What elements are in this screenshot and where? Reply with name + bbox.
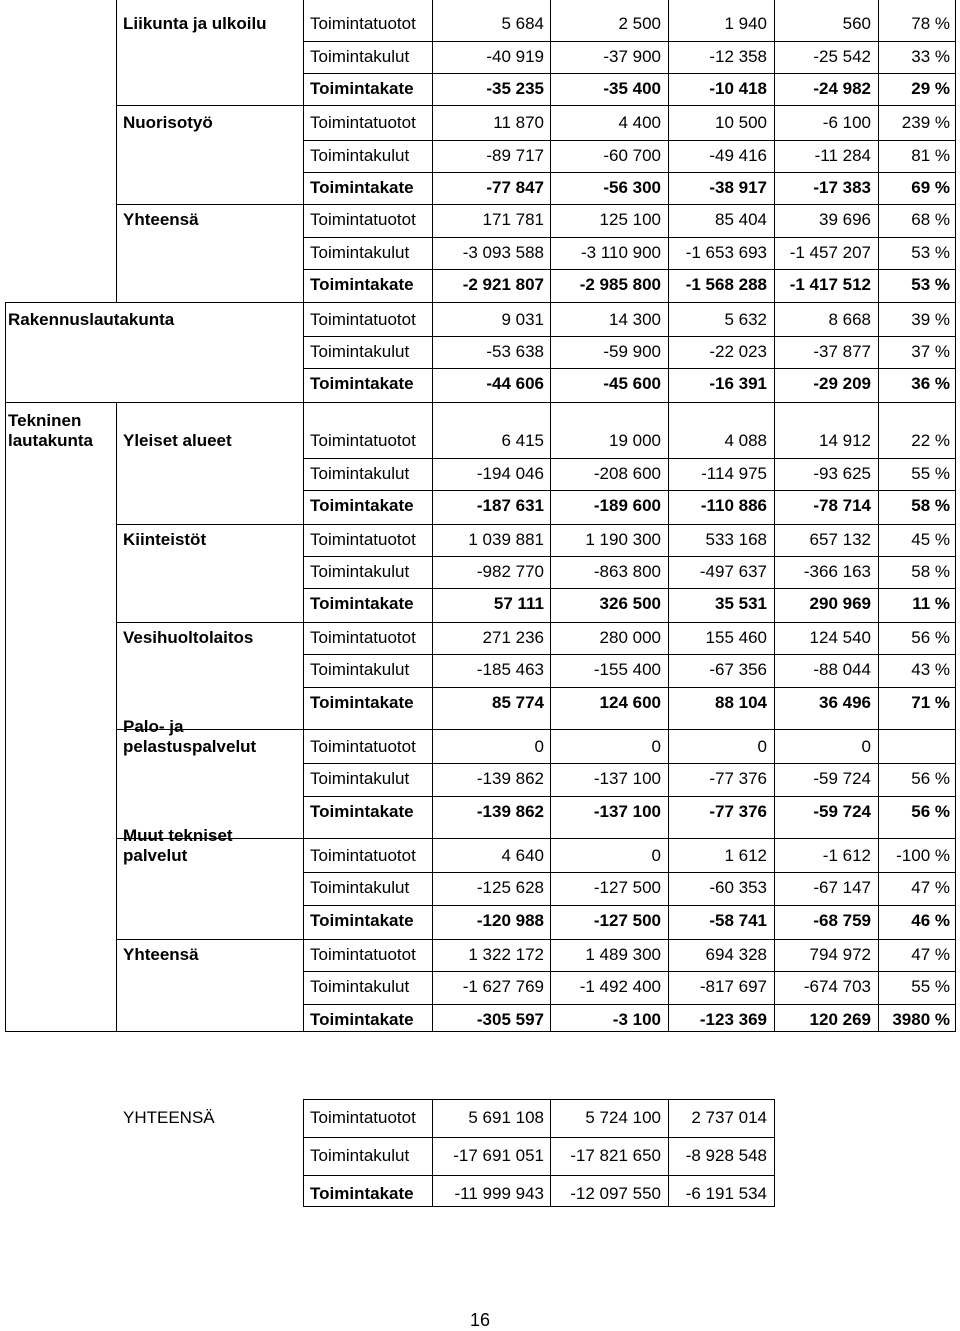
row-label: Toimintakate [310,911,414,930]
cell-value: 55 % [911,977,950,996]
cell-value: 694 328 [705,945,767,964]
row-label: Toimintakulut [310,342,410,361]
cell-value: -1 653 693 [685,243,767,262]
rule [303,0,304,1032]
rule [303,336,956,337]
cell-value: 56 % [911,802,950,821]
rule [303,368,956,369]
cell-value: 53 % [911,243,950,262]
group-label: Palo- ja pelastuspalvelut [123,717,257,756]
cell-value: -53 638 [486,342,544,361]
cell-value: 19 000 [609,431,661,450]
row-label: Toimintatuotot [310,1108,416,1127]
cell-value: 326 500 [599,594,661,613]
cell-value: 1 940 [724,14,767,33]
cell-value: -1 612 [822,846,871,865]
group-label: Nuorisotyö [123,113,213,132]
cell-value: 36 496 [819,693,871,712]
row-label: Toimintakate [310,1184,414,1203]
cell-value: -35 235 [486,79,544,98]
cell-value: 56 % [911,628,950,647]
cell-value: 47 % [911,878,950,897]
cell-value: -45 600 [603,374,661,393]
row-label: Toimintakulut [310,878,410,897]
row-label: Toimintakulut [310,464,410,483]
cell-value: -1 417 512 [789,275,871,294]
cell-value: -25 542 [813,47,871,66]
cell-value: 0 [651,737,661,756]
cell-value: -6 100 [822,113,871,132]
cell-value: -38 917 [709,178,767,197]
group-label: Yhteensä [123,945,199,964]
group-label: Kiinteistöt [123,530,207,549]
cell-value: 4 640 [501,846,544,865]
rule [116,402,117,1032]
cell-value: 0 [534,737,544,756]
rule [303,490,956,491]
cell-value: -44 606 [486,374,544,393]
cell-value: -59 724 [813,769,871,788]
row-label: Toimintakate [310,496,414,515]
rule [5,402,956,403]
cell-value: -35 400 [603,79,661,98]
cell-value: -68 759 [813,911,871,930]
cell-value: -88 044 [813,660,871,679]
cell-value: 794 972 [809,945,871,964]
cell-value: 29 % [911,79,950,98]
cell-value: 560 [842,14,871,33]
cell-value: 5 691 108 [468,1108,544,1127]
cell-value: -139 862 [476,802,544,821]
rule [303,763,956,764]
cell-value: -497 637 [699,562,767,581]
cell-value: 71 % [911,693,950,712]
cell-value: -77 376 [709,769,767,788]
rule [303,237,956,238]
cell-value: -123 369 [699,1010,767,1029]
cell-value: 53 % [911,275,950,294]
cell-value: 239 % [901,113,950,132]
rule [774,1099,775,1207]
cell-value: -16 391 [709,374,767,393]
row-label: Toimintakulut [310,146,410,165]
row-label: Toimintatuotot [310,210,416,229]
cell-value: -37 877 [813,342,871,361]
cell-value: 1 322 172 [468,945,544,964]
rule [303,1004,956,1005]
cell-value: -1 568 288 [685,275,767,294]
cell-value: 45 % [911,530,950,549]
cell-value: 3980 % [892,1010,950,1029]
cell-value: -863 800 [593,562,661,581]
cell-value: -93 625 [813,464,871,483]
cell-value: 68 % [911,210,950,229]
cell-value: -8 928 548 [685,1146,767,1165]
cell-value: -100 % [896,846,950,865]
cell-value: 55 % [911,464,950,483]
cell-value: 9 031 [501,310,544,329]
cell-value: 39 % [911,310,950,329]
group-label: Liikunta ja ulkoilu [123,14,267,33]
row-label: Toimintakulut [310,47,410,66]
cell-value: 5 724 100 [585,1108,661,1127]
cell-value: -67 147 [813,878,871,897]
cell-value: -17 691 051 [453,1146,544,1165]
cell-value: 57 111 [493,594,544,613]
group-label: Yhteensä [123,210,199,229]
cell-value: 5 684 [501,14,544,33]
cell-value: 11 % [912,594,950,613]
cell-value: -1 457 207 [789,243,871,262]
cell-value: -2 985 800 [579,275,661,294]
cell-value: 125 100 [599,210,661,229]
cell-value: 14 912 [819,431,871,450]
cell-value: 4 088 [724,431,767,450]
page-number: 16 [469,1310,491,1330]
rule [5,302,956,303]
cell-value: 58 % [911,562,950,581]
rule [303,905,956,906]
cell-value: 280 000 [599,628,661,647]
cell-value: 533 168 [705,530,767,549]
row-label: Toimintakulut [310,977,410,996]
row-label: Toimintakulut [310,243,410,262]
cell-value: -185 463 [476,660,544,679]
cell-value: -137 100 [593,769,661,788]
cell-value: 6 415 [501,431,544,450]
cell-value: -366 163 [803,562,871,581]
group-label: Vesihuoltolaitos [123,628,254,647]
rule [303,73,956,74]
cell-value: 4 400 [618,113,661,132]
row-label: Toimintatuotot [310,431,416,450]
cell-value: -3 110 900 [580,243,661,262]
rule [303,1137,775,1138]
cell-value: 1 489 300 [585,945,661,964]
cell-value: -24 982 [813,79,871,98]
rule [303,654,956,655]
row-label: Toimintakate [310,374,414,393]
cell-value: -37 900 [603,47,661,66]
rule [303,687,956,688]
cell-value: -120 988 [476,911,544,930]
cell-value: 8 668 [828,310,871,329]
cell-value: 10 500 [715,113,767,132]
cell-value: 1 190 300 [585,530,661,549]
cell-value: -187 631 [476,496,544,515]
cell-value: 0 [861,737,871,756]
cell-value: 85 774 [492,693,544,712]
cell-value: -189 600 [593,496,661,515]
cell-value: -17 821 650 [570,1146,661,1165]
cell-value: -155 400 [593,660,661,679]
cell-value: -305 597 [476,1010,544,1029]
cell-value: -208 600 [593,464,661,483]
rule [116,204,956,205]
cell-value: -49 416 [709,146,767,165]
cell-value: -982 770 [476,562,544,581]
row-label: Toimintakulut [310,1146,410,1165]
rule [955,0,956,1032]
rule [303,796,956,797]
group-label: Yleiset alueet [123,431,232,450]
cell-value: 2 500 [618,14,661,33]
cell-value: -11 284 [814,146,871,165]
rule [303,172,956,173]
cell-value: 88 104 [715,693,767,712]
cell-value: 290 969 [809,594,871,613]
cell-value: 85 404 [715,210,767,229]
cell-value: 124 600 [599,693,661,712]
cell-value: -17 383 [813,178,871,197]
cell-value: 11 870 [493,113,544,132]
rule [303,269,956,270]
row-label: Toimintakulut [310,769,410,788]
cell-value: 56 % [911,769,950,788]
cell-value: 0 [651,846,661,865]
row-label: Toimintakate [310,79,414,98]
cell-value: -674 703 [803,977,871,996]
row-label: Toimintatuotot [310,113,416,132]
rule [303,1175,775,1176]
row-label: Toimintakate [310,275,414,294]
row-label: Toimintatuotot [310,530,416,549]
cell-value: -3 100 [612,1010,661,1029]
cell-value: -6 191 534 [685,1184,767,1203]
cell-value: -77 847 [486,178,544,197]
rule [116,939,956,940]
cell-value: -58 741 [709,911,767,930]
cell-value: -56 300 [603,178,661,197]
rule [5,302,6,1032]
row-label: Toimintakate [310,1010,414,1029]
tekninen-label: Tekninen lautakunta [8,411,94,450]
cell-value: 46 % [911,911,950,930]
cell-value: -78 714 [813,496,871,515]
cell-value: -1 492 400 [579,977,661,996]
cell-value: -137 100 [593,802,661,821]
rule [303,1099,304,1207]
cell-value: -194 046 [476,464,544,483]
row-label: Toimintakate [310,693,414,712]
cell-value: -2 921 807 [462,275,544,294]
cell-value: -59 724 [813,802,871,821]
cell-value: -77 376 [709,802,767,821]
cell-value: 33 % [911,47,950,66]
cell-value: 171 781 [482,210,544,229]
cell-value: -110 886 [700,496,767,515]
cell-value: -67 356 [709,660,767,679]
cell-value: -1 627 769 [462,977,544,996]
cell-value: 39 696 [819,210,871,229]
cell-value: 271 236 [482,628,544,647]
rule [303,971,956,972]
rule [5,1031,956,1032]
cell-value: -60 700 [603,146,661,165]
cell-value: 69 % [911,178,950,197]
row-label: Toimintatuotot [310,737,416,756]
cell-value: 22 % [911,431,950,450]
row-label: Toimintakulut [310,562,410,581]
row-label: Toimintatuotot [310,310,416,329]
rule [303,556,956,557]
rule [303,458,956,459]
rule [303,588,956,589]
group-label: Muut tekniset palvelut [123,826,233,865]
cell-value: 81 % [911,146,950,165]
row-label: Toimintakate [310,802,414,821]
cell-value: 36 % [911,374,950,393]
cell-value: -127 500 [593,911,661,930]
row-label: Toimintatuotot [310,945,416,964]
rule [116,105,956,106]
rule [303,1099,775,1100]
cell-value: 43 % [911,660,950,679]
cell-value: 78 % [911,14,950,33]
rule [116,0,117,303]
cell-value: -11 999 943 [454,1184,544,1203]
cell-value: -3 093 588 [462,243,544,262]
cell-value: -60 353 [709,878,767,897]
cell-value: -114 975 [701,464,767,483]
cell-value: -22 023 [709,342,767,361]
cell-value: 14 300 [609,310,661,329]
cell-value: 47 % [911,945,950,964]
cell-value: 0 [757,737,767,756]
cell-value: -125 628 [476,878,544,897]
rule [303,1206,775,1207]
cell-value: -127 500 [593,878,661,897]
rule [303,872,956,873]
totals-label: YHTEENSÄ [123,1108,215,1127]
group-label: Rakennuslautakunta [8,310,175,329]
cell-value: 124 540 [809,628,871,647]
rule [5,302,117,303]
cell-value: -139 862 [476,769,544,788]
cell-value: -10 418 [709,79,767,98]
cell-value: -89 717 [486,146,544,165]
rule [303,140,956,141]
rule [116,524,956,525]
cell-value: 5 632 [724,310,767,329]
cell-value: -29 209 [813,374,871,393]
cell-value: 1 039 881 [468,530,544,549]
cell-value: -12 097 550 [570,1184,661,1203]
row-label: Toimintakate [310,594,414,613]
cell-value: 58 % [911,496,950,515]
rule [116,622,956,623]
cell-value: 120 269 [809,1010,871,1029]
row-label: Toimintakate [310,178,414,197]
row-label: Toimintatuotot [310,14,416,33]
rule [303,41,956,42]
row-label: Toimintakulut [310,660,410,679]
cell-value: -40 919 [486,47,544,66]
cell-value: -12 358 [709,47,767,66]
cell-value: 1 612 [724,846,767,865]
cell-value: 37 % [911,342,950,361]
cell-value: 155 460 [705,628,767,647]
row-label: Toimintatuotot [310,846,416,865]
row-label: Toimintatuotot [310,628,416,647]
cell-value: 657 132 [809,530,871,549]
cell-value: 35 531 [715,594,767,613]
cell-value: -59 900 [603,342,661,361]
cell-value: 2 737 014 [691,1108,767,1127]
cell-value: -817 697 [699,977,767,996]
